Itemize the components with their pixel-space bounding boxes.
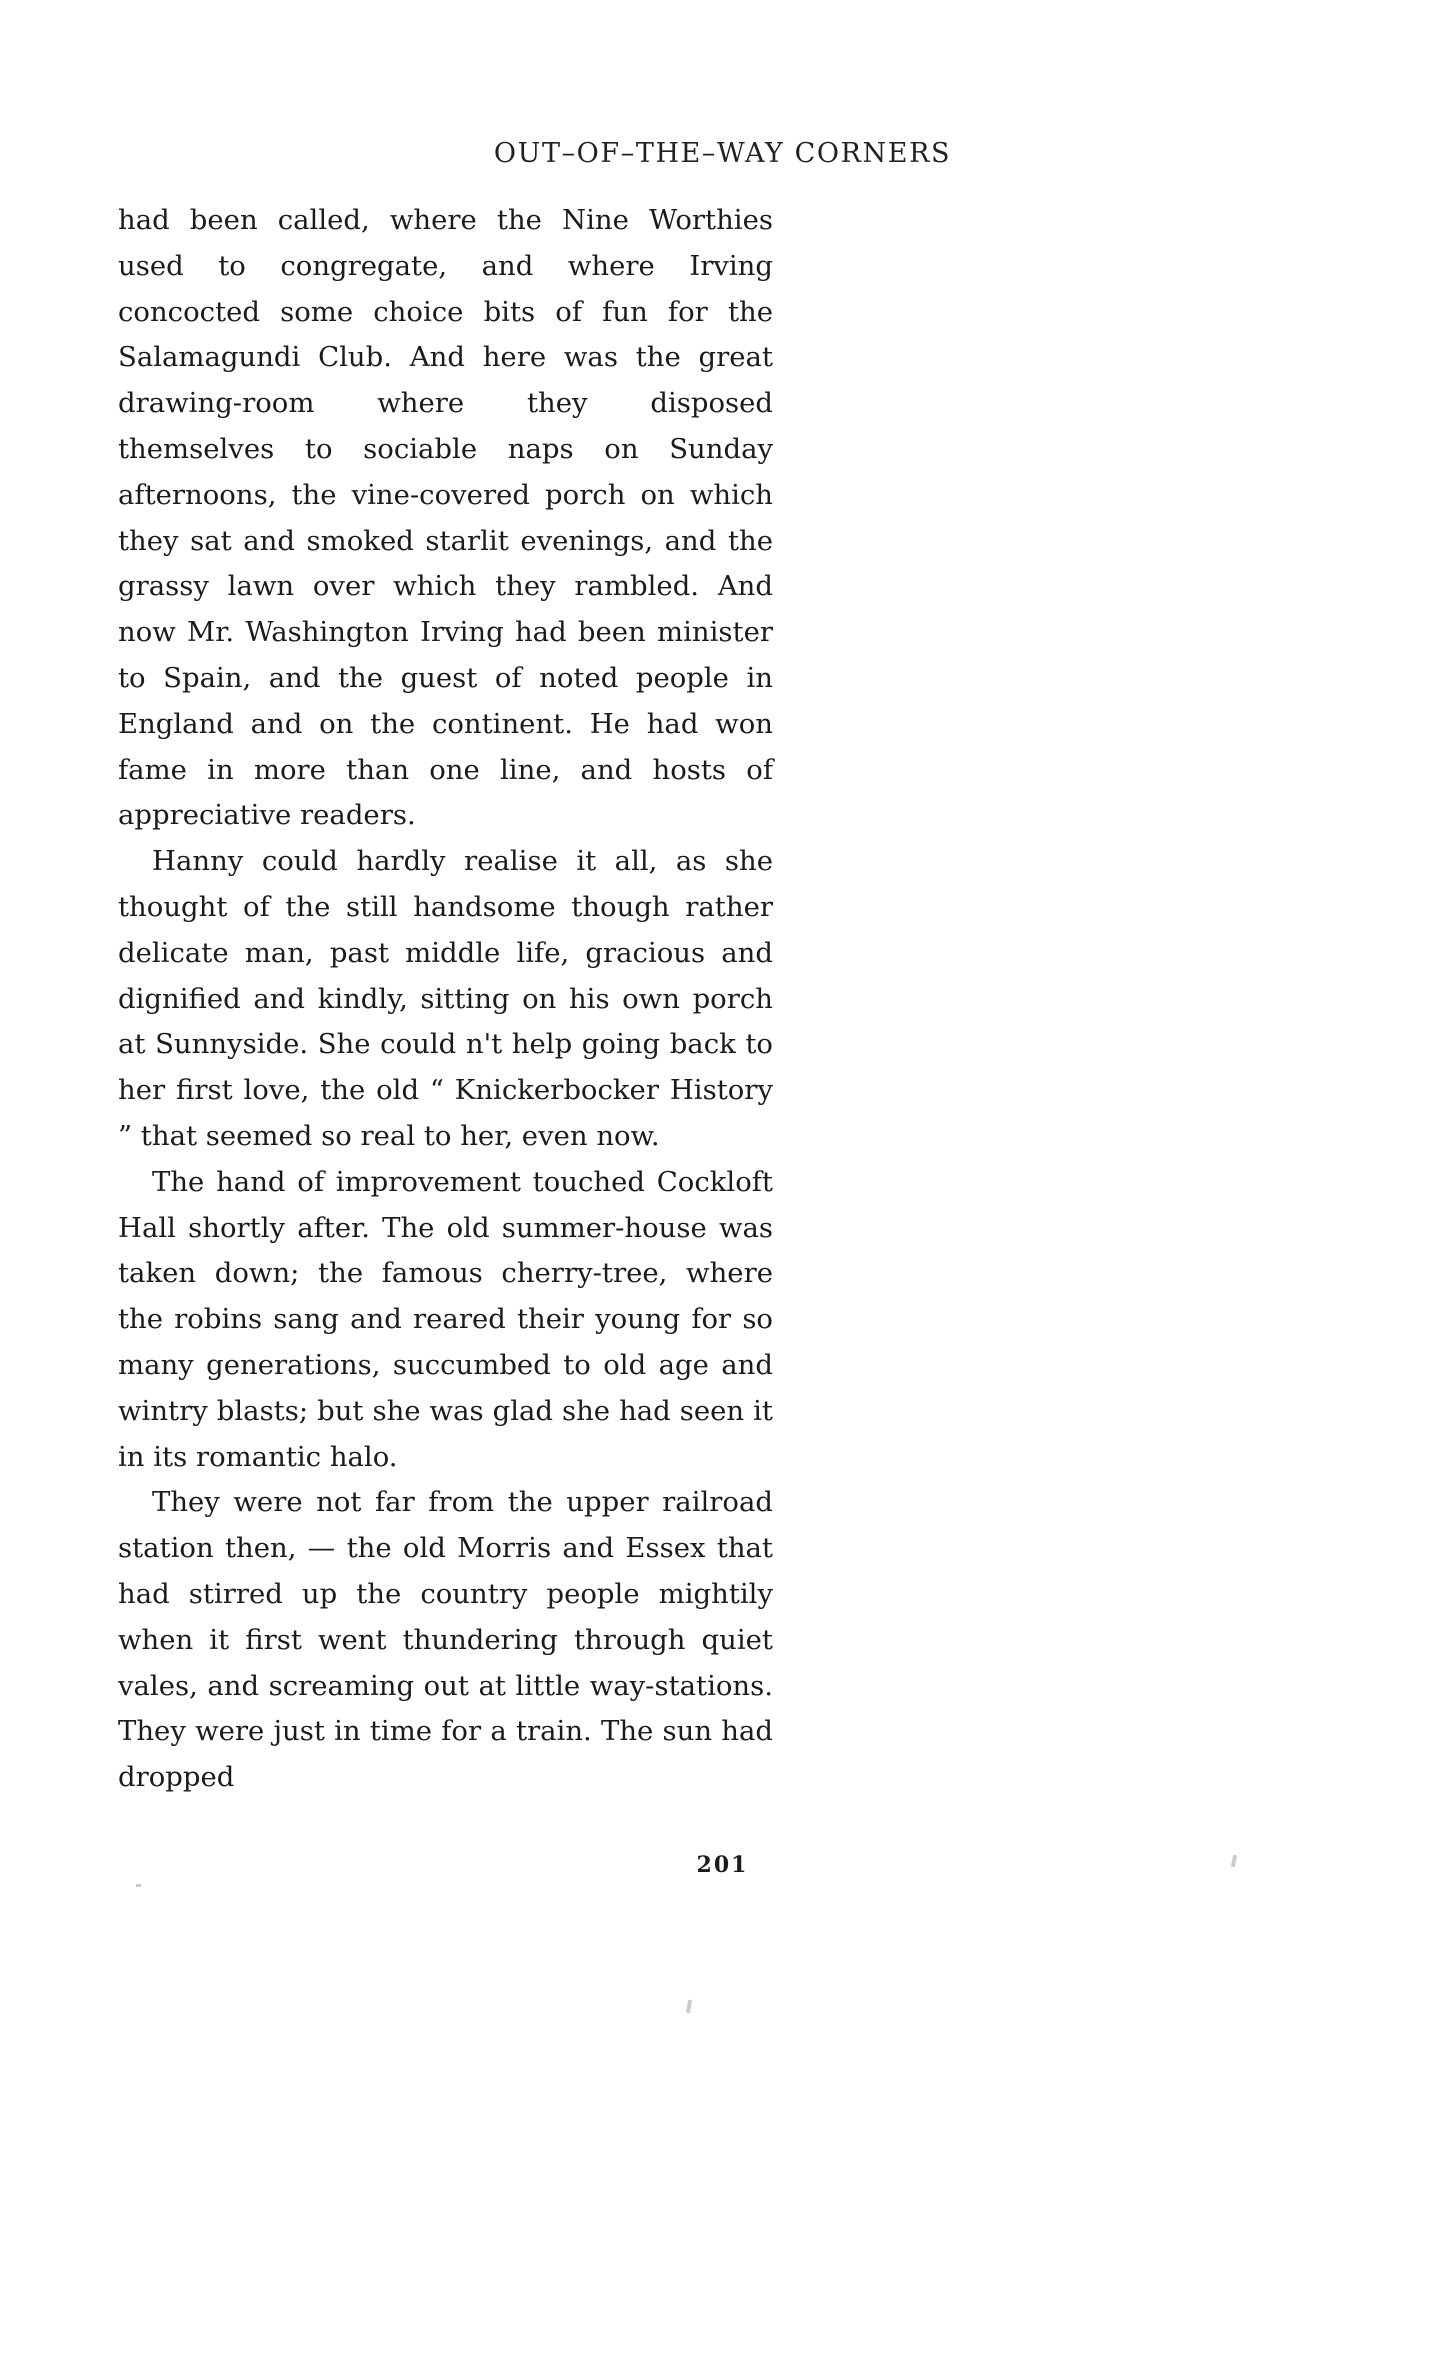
scan-speck <box>136 1884 141 1887</box>
scan-speck <box>686 2000 692 2013</box>
page-number: 201 <box>696 1852 749 1878</box>
body-text <box>118 198 773 1801</box>
paragraph: They were not far from the upper railroad station then, — the old Morris and Essex that had stirred up the country people mightily when it first went thundering through quiet vales, and screaming out at little way-stations. They were just in time for a train. The sun had dropped <box>118 1486 773 1794</box>
paragraph: The hand of improvement touched Cockloft Hall shortly after. The old summer-house was taken down; the famous cherry-tree, where the robins sang and reared their young for so many generations, succumbed to old age and wintry blasts; but she was glad she had seen it in its romantic halo. <box>118 1165 773 1473</box>
running-head: OUT–OF–THE–WAY CORNERS <box>493 138 952 169</box>
paragraph: Hanny could hardly realise it all, as she thought of the still handsome though rather delicate man, past middle life, gracious and dignified and kindly, sitting on his own porch at Sunnyside. She could n't help going back to her first love, the old “ Knickerbocker History ” that seemed so real to her, even now. <box>118 845 773 1152</box>
paragraph: had been called, where the Nine Worthies used to congregate, and where Irving concocted some choice bits of fun for the Salamagundi Club. And here was the great drawing-room where they disposed themselves to sociable naps on Sunday afternoons, the vine-covered porch on which they sat and smoked starlit evenings, and the grassy lawn over which they rambled. And now Mr. Washington Irving had been minister to Spain, and the guest of noted people in England and on the continent. He had won fame in more than one line, and hosts of appreciative readers. <box>118 204 773 832</box>
